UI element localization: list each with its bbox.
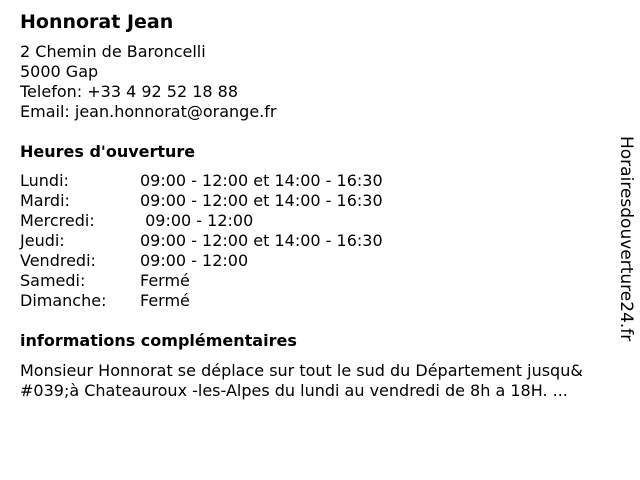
street-address: 2 Chemin de Baroncelli [20,42,206,61]
additional-info-text [20,361,640,401]
hours-row-monday [20,171,620,191]
additional-info-line: #039;à Chateauroux -les-Alpes du lundi au vendredi de 8h a 18H. ... [20,381,568,400]
city-postal: 5000 Gap [20,62,99,81]
additional-info-line: Monsieur Honnorat se déplace sur tout le sud du Département jusqu& [20,361,583,380]
hours-row-sunday [20,291,620,311]
hours-day: Jeudi: [20,231,65,250]
hours-day: Mardi: [20,191,70,210]
hours-value: Fermé [140,291,190,310]
site-watermark: Horairesdouverture24.fr [616,136,636,342]
hours-day: Vendredi: [20,251,96,270]
hours-day: Mercredi: [20,211,95,230]
opening-hours-table [20,171,620,311]
phone-number: Telefon: +33 4 92 52 18 88 [20,82,239,101]
hours-row-friday [20,251,620,271]
email-address: Email: jean.honnorat@orange.fr [20,102,277,121]
hours-row-wednesday [20,211,620,231]
hours-row-thursday [20,231,620,251]
business-details [20,10,620,401]
additional-info-title: informations complémentaires [20,331,297,350]
business-name: Honnorat Jean [20,11,174,33]
hours-value: Fermé [140,271,190,290]
hours-row-tuesday [20,191,620,211]
address-block [20,42,620,122]
opening-hours-title: Heures d'ouverture [20,142,196,161]
hours-value: 09:00 - 12:00 [140,251,249,270]
hours-day: Dimanche: [20,291,107,310]
hours-day: Samedi: [20,271,86,290]
hours-value: 09:00 - 12:00 et 14:00 - 16:30 [140,231,383,250]
hours-value: 09:00 - 12:00 et 14:00 - 16:30 [140,171,383,190]
hours-row-saturday [20,271,620,291]
hours-day: Lundi: [20,171,69,190]
hours-value: 09:00 - 12:00 et 14:00 - 16:30 [140,191,383,210]
hours-value: 09:00 - 12:00 [140,211,254,230]
